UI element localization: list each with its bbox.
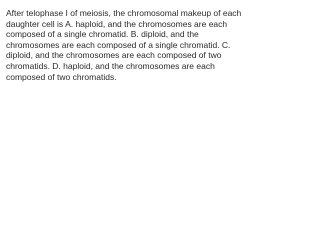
- question-text: After telophase I of meiosis, the chromosomal makeup of each daughter cell is A. haploid, and the chromosomes are each composed of a single chromatid. B. diploid, and the chromosomes are each composed of a single chromatid. C. diploid, and the chromosomes are each composed of two chromatids. D. haploid, and the chromosomes are each composed of two chromatids.: [6, 8, 242, 82]
